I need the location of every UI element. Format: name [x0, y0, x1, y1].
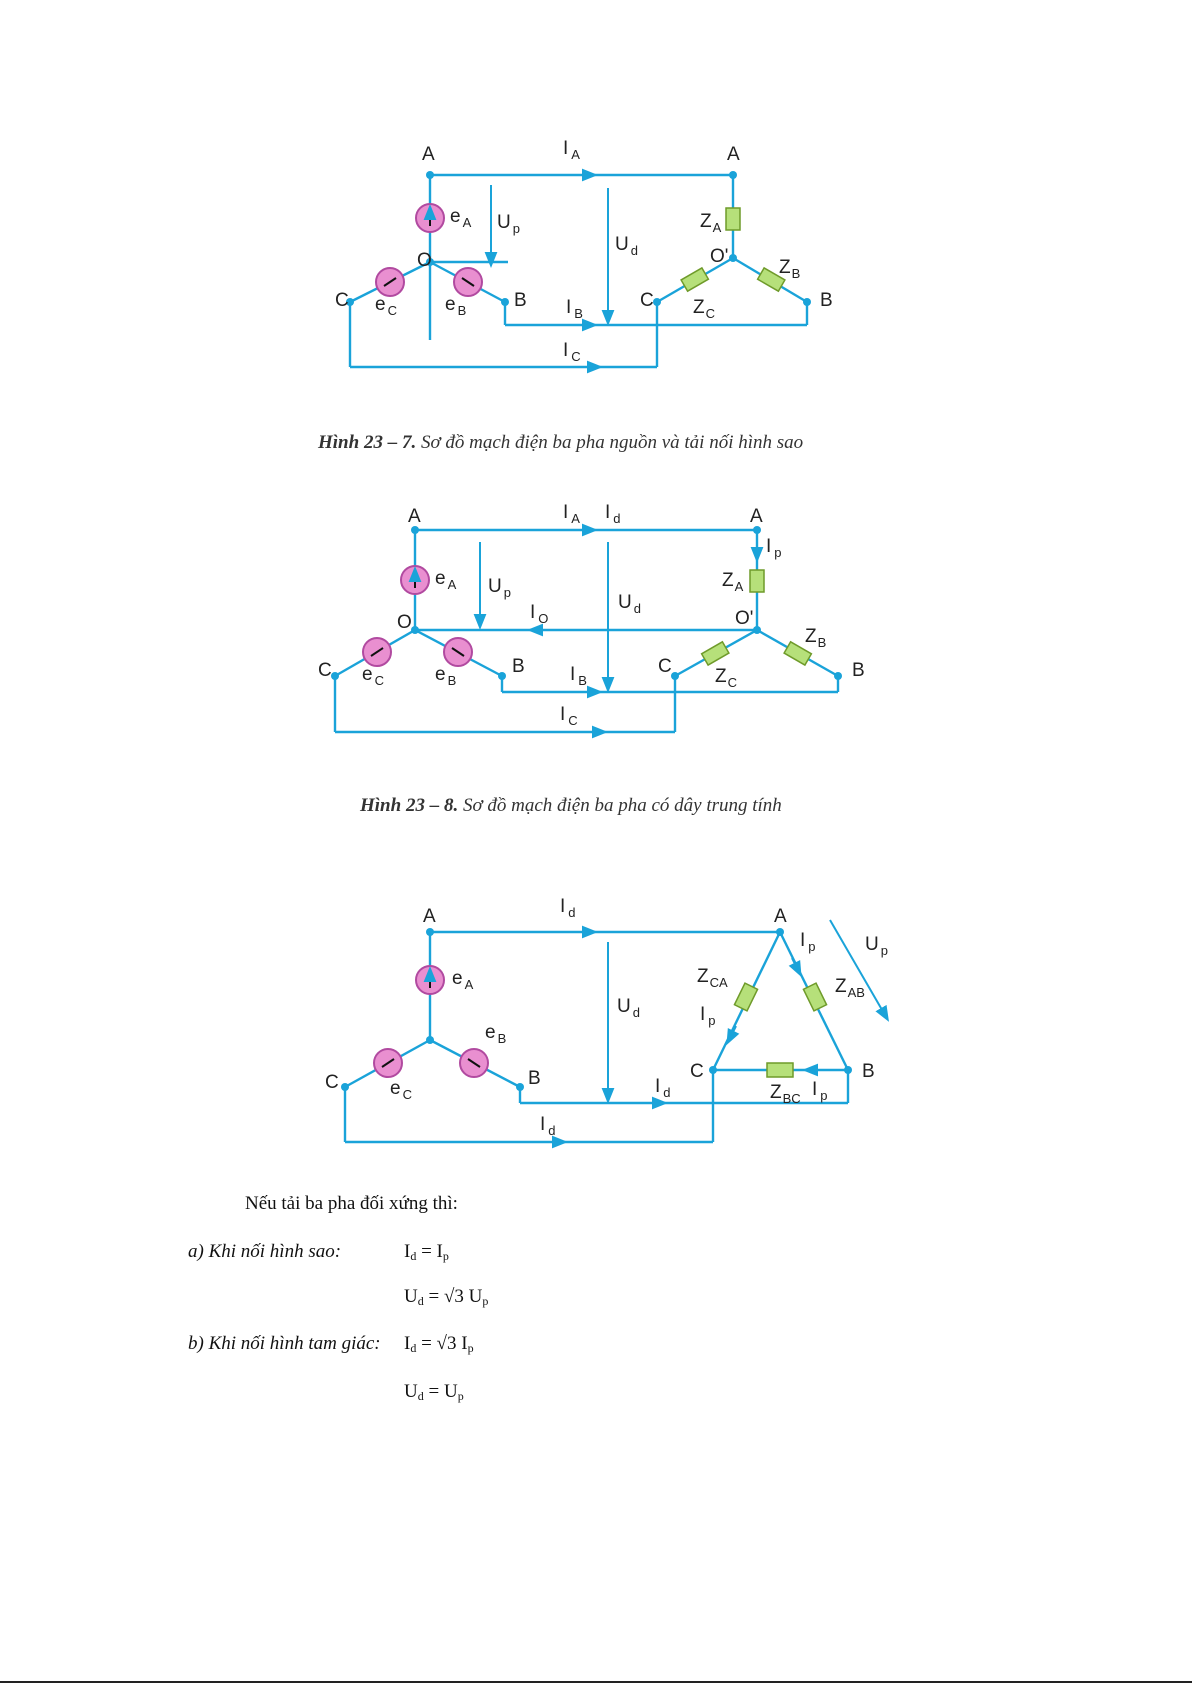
label-id: I $_d$ [605, 502, 621, 526]
label-ea: e $_A$ [450, 206, 472, 230]
bottom-rule [0, 1681, 1192, 1683]
label-ea: e $_A$ [452, 968, 474, 992]
eq-op: = [423, 1286, 444, 1307]
source-eb [454, 268, 482, 296]
label-zbc: $Z_{BC}$ [770, 1082, 801, 1106]
label-load-b: B [852, 660, 865, 681]
label-node-o-prime: O' [710, 246, 729, 267]
eq-lhs: I [404, 1333, 411, 1354]
label-node-b: B [512, 656, 525, 677]
case-a-eq2 [404, 1286, 488, 1309]
label-eb: e $_B$ [435, 664, 457, 688]
label-node-c: C [325, 1072, 339, 1093]
figure-23-7 [0, 130, 1192, 390]
intro-text: Nếu tải ba pha đối xứng thì: [245, 1193, 458, 1214]
figure-23-8 [0, 500, 1192, 750]
eq-rhs-sub: p [467, 1341, 474, 1355]
load-zca [734, 983, 757, 1011]
label-zab: $Z_{AB}$ [835, 976, 865, 1000]
label-ip: I $_p$ [766, 536, 782, 560]
label-ud: U $_d$ [615, 234, 638, 258]
load-zc [702, 642, 729, 665]
label-load-c: C [690, 1061, 704, 1082]
label-node-b: B [514, 290, 527, 311]
label-node-c: C [318, 660, 332, 681]
eq-rhs-sub: p [442, 1249, 449, 1263]
label-eb: e $_B$ [485, 1022, 507, 1046]
caption-fig-23-8-text: Sơ đồ mạch điện ba pha có dây trung tính [458, 795, 782, 816]
label-zc: $Z_C$ [715, 666, 737, 690]
eq-rhs: I [436, 1241, 443, 1262]
wires [350, 175, 807, 367]
label-ip-ab: I $_p$ [800, 930, 816, 954]
source-ea [416, 966, 444, 994]
source-ec [376, 268, 404, 296]
eq-op: = [416, 1333, 437, 1354]
label-id-mid: I $_d$ [655, 1076, 671, 1100]
eq-rhs: I [461, 1333, 468, 1354]
eq-coef: √3 [436, 1333, 462, 1354]
label-ip-ca: I $_p$ [700, 1004, 716, 1028]
label-up: U $_p$ [488, 576, 511, 600]
eq-lhs-sub: d [410, 1341, 417, 1355]
label-zb: $Z_B$ [779, 257, 801, 281]
load-zbc [767, 1063, 793, 1077]
label-ia: I $_A$ [563, 502, 580, 526]
eq-rhs: U [443, 1381, 458, 1402]
label-ec: e $_C$ [390, 1078, 412, 1102]
load-zab [803, 983, 826, 1011]
current-arrows [491, 175, 608, 367]
wires [345, 932, 848, 1142]
label-io: I $_O$ [530, 602, 549, 626]
label-ec: e $_C$ [375, 294, 397, 318]
eq-lhs: I [404, 1241, 411, 1262]
source-ea [416, 204, 444, 232]
load-zc [681, 268, 708, 291]
label-load-c: C [640, 290, 654, 311]
eq-rhs: U [468, 1286, 483, 1307]
caption-fig-23-7-number: Hình 23 – 7. [318, 432, 417, 453]
label-zc: $Z_C$ [693, 297, 715, 321]
figure-23-8-diagram [0, 500, 1192, 750]
caption-fig-23-7 [318, 432, 803, 454]
label-zb: $Z_B$ [805, 626, 827, 650]
label-ia: I $_A$ [563, 138, 580, 162]
label-load-a: A [774, 906, 787, 927]
label-ud: U $_d$ [618, 592, 641, 616]
figure-delta [0, 880, 1192, 1160]
eq-rhs-sub: p [457, 1389, 464, 1403]
label-load-c: C [658, 656, 672, 677]
source-ec [363, 638, 391, 666]
label-za: $Z_A$ [722, 570, 744, 594]
label-up: U $_p$ [865, 934, 888, 958]
label-ic: I $_C$ [563, 340, 581, 364]
label-load-b: B [862, 1061, 875, 1082]
eq-op: = [423, 1381, 444, 1402]
label-node-a: A [422, 144, 435, 165]
label-node-c: C [335, 290, 349, 311]
label-node-o-prime: O' [735, 608, 754, 629]
label-ea: e $_A$ [435, 568, 457, 592]
eq-lhs-sub: d [417, 1389, 424, 1403]
label-node-b: B [528, 1068, 541, 1089]
label-id-bot: I $_d$ [540, 1114, 556, 1138]
label-ic: I $_C$ [560, 704, 578, 728]
source-ea [401, 566, 429, 594]
label-ib: I $_B$ [566, 297, 583, 321]
figure-23-7-diagram [0, 130, 1192, 390]
label-id-top: I $_d$ [560, 896, 576, 920]
label-zca: $Z_{CA}$ [697, 966, 728, 990]
label-eb: e $_B$ [445, 294, 467, 318]
label-node-o: O [397, 612, 412, 633]
label-load-a: A [750, 506, 763, 527]
eq-rhs-sub: p [482, 1294, 489, 1308]
eq-op: = [416, 1241, 437, 1262]
case-a-eq1 [404, 1241, 449, 1264]
eq-lhs: U [404, 1286, 418, 1307]
load-za [750, 570, 764, 592]
label-node-o: O [417, 250, 432, 271]
label-load-a: A [727, 144, 740, 165]
label-ip-bc: I $_p$ [812, 1079, 828, 1103]
eq-lhs-sub: d [410, 1249, 417, 1263]
label-up: U $_p$ [497, 212, 520, 236]
nodes [346, 171, 811, 306]
caption-fig-23-7-text: Sơ đồ mạch điện ba pha nguồn và tải nối hình sao [416, 432, 804, 453]
case-b-label: b) Khi nối hình tam giác: [188, 1333, 381, 1354]
label-za: $Z_A$ [700, 211, 722, 235]
case-b-eq2 [404, 1381, 464, 1404]
load-za [726, 208, 740, 230]
label-ec: e $_C$ [362, 664, 384, 688]
source-eb [460, 1049, 488, 1077]
label-load-b: B [820, 290, 833, 311]
case-a-label: a) Khi nối hình sao: [188, 1241, 342, 1262]
current-arrows [545, 920, 885, 1142]
source-ec [374, 1049, 402, 1077]
eq-lhs: U [404, 1381, 418, 1402]
label-ib: I $_B$ [570, 664, 587, 688]
figure-delta-diagram [0, 880, 1192, 1160]
label-ud: U $_d$ [617, 996, 640, 1020]
label-node-a: A [408, 506, 421, 527]
case-b-eq1 [404, 1333, 474, 1356]
label-node-a: A [423, 906, 436, 927]
eq-coef: √3 [443, 1286, 469, 1307]
caption-fig-23-8 [360, 795, 782, 817]
source-eb [444, 638, 472, 666]
eq-lhs-sub: d [417, 1294, 424, 1308]
caption-fig-23-8-number: Hình 23 – 8. [360, 795, 459, 816]
